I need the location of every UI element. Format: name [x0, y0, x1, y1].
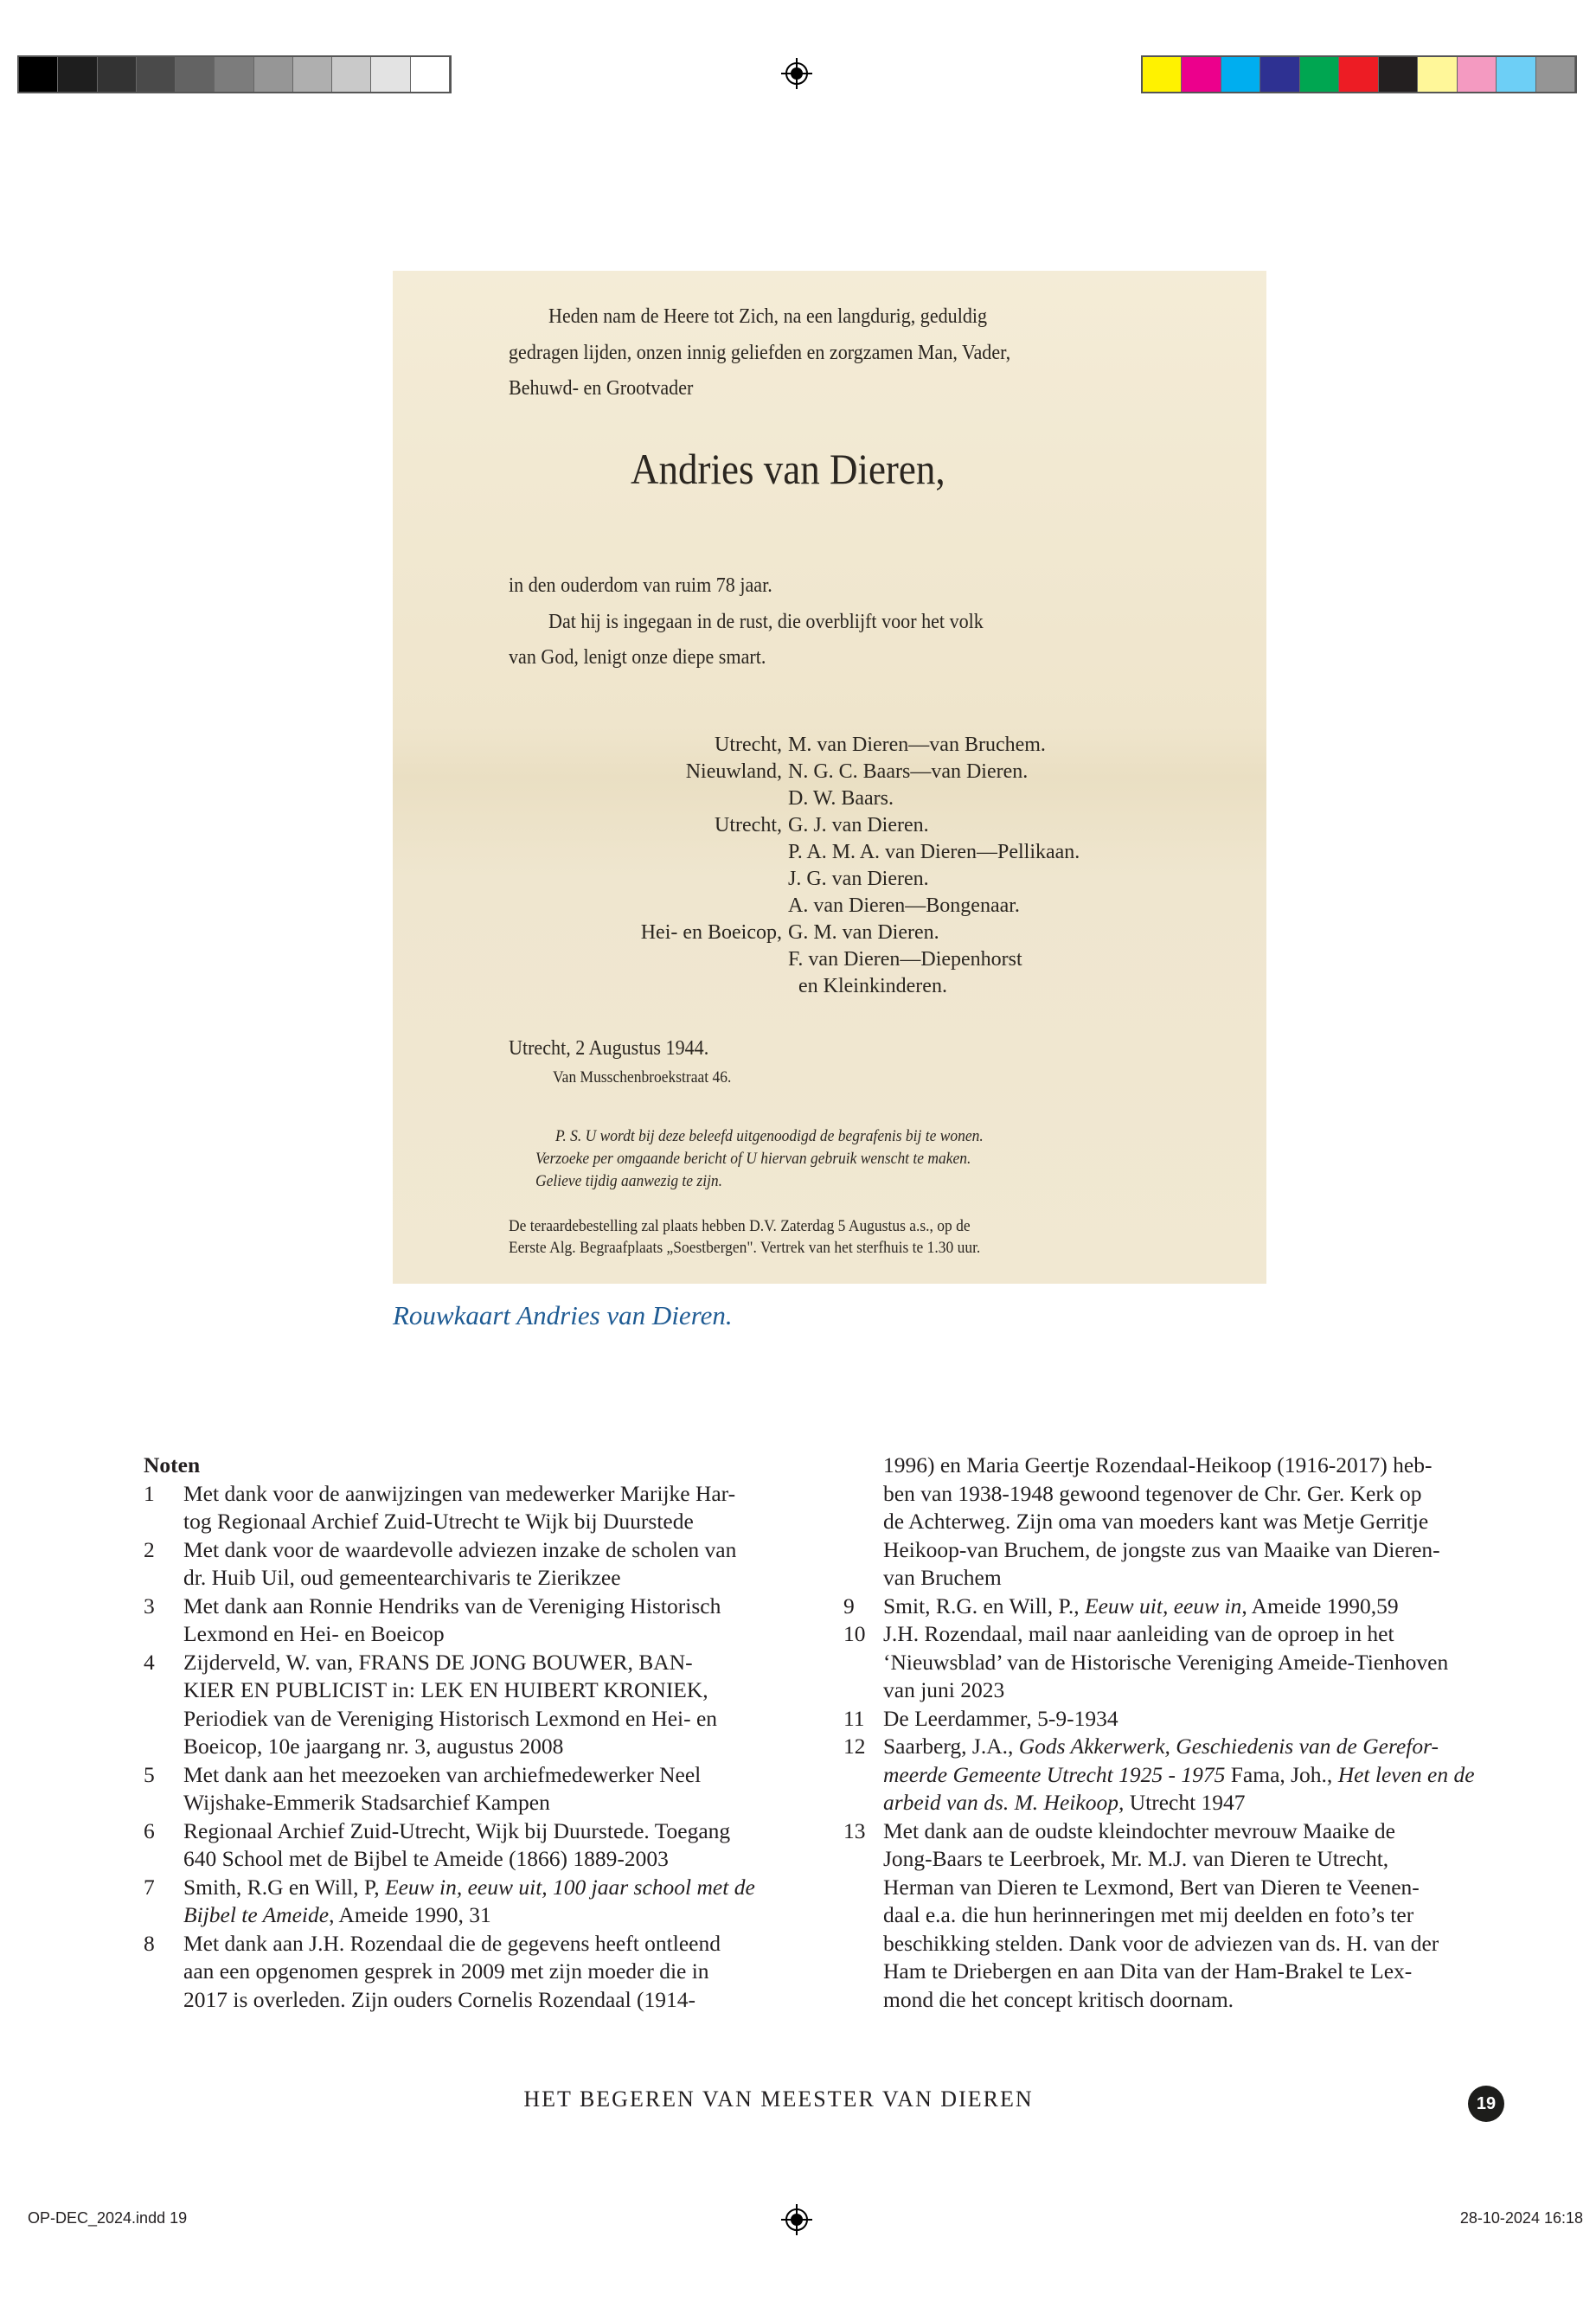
text-segment: Smit, R.G. en Will, P., — [883, 1593, 1085, 1618]
family-name: A. van Dieren—Bongenaar. — [788, 894, 1020, 917]
footnote-line: Met dank voor de aanwijzingen van medewerker Marijke Har- — [183, 1480, 736, 1506]
card-intro-line: Heden nam de Heere tot Zich, na een langdurig, geduldig — [548, 305, 988, 328]
footnote-number: 12 — [843, 1734, 866, 1759]
footnote-line: beschikking stelden. Dank voor de adviezen van ds. H. van der — [883, 1930, 1439, 1956]
footnote — [144, 1649, 755, 1761]
color-swatch — [1379, 57, 1418, 92]
family-name: N. G. C. Baars—van Dieren. — [788, 760, 1029, 783]
footnote — [144, 1593, 755, 1649]
footnote — [843, 1452, 1475, 1593]
family-name: M. van Dieren—van Bruchem. — [788, 734, 1046, 756]
footnote-number: 2 — [144, 1536, 155, 1562]
family-name: P. A. M. A. van Dieren—Pellikaan. — [788, 841, 1080, 863]
color-swatch — [1182, 57, 1221, 92]
text-segment: Utrecht 1947 — [1124, 1790, 1246, 1815]
mourning-card-image — [393, 271, 1266, 1284]
footnote-number: 13 — [843, 1817, 866, 1843]
card-intro-line: gedragen lijden, onzen innig geliefden en zorgzamen Man, Vader, — [509, 342, 1011, 364]
footnote-line — [883, 1789, 1475, 1817]
grayscale-color-bar — [17, 55, 452, 93]
footnote-line: Heikoop-van Bruchem, de jongste zus van Maaike van Dieren- — [883, 1536, 1440, 1562]
footnote-line: aan een opgenomen gesprek in 2009 met zijn moeder die in — [183, 1958, 709, 1984]
footnote-number: 8 — [144, 1930, 155, 1956]
card-age: in den ouderdom van ruim 78 jaar. — [509, 574, 772, 597]
text-segment: Smith, R.G en Will, P, — [183, 1874, 385, 1900]
color-swatch — [1536, 57, 1575, 92]
footnote-line: Jong-Baars te Leerbroek, Mr. M.J. van Dieren te Utrecht, — [883, 1846, 1389, 1871]
family-place: Utrecht, — [715, 734, 782, 756]
italic-title: meerde Gemeente Utrecht 1925 - 1975 — [883, 1761, 1226, 1787]
color-swatch — [215, 57, 253, 92]
family-member-row — [393, 894, 1266, 921]
footnote-line: de Achterweg. Zijn oma van moeders kant was Metje Gerritje — [883, 1509, 1429, 1534]
color-swatch — [58, 57, 97, 92]
footnote-number: 7 — [144, 1874, 155, 1900]
footnote-line: KIER EN PUBLICIST in: LEK EN HUIBERT KRONIEK, — [183, 1677, 708, 1702]
footnote-line: Met dank aan de oudste kleindochter mevrouw Maaike de — [883, 1817, 1395, 1843]
italic-title: Eeuw in, eeuw uit, 100 jaar school met de — [385, 1874, 755, 1900]
process-color-bar — [1141, 55, 1577, 93]
footnote — [144, 1874, 755, 1930]
family-member-row — [393, 734, 1266, 760]
italic-title: Eeuw uit, eeuw in — [1085, 1593, 1242, 1618]
footnote-line: J.H. Rozendaal, mail naar aanleiding van de oproep in het — [883, 1621, 1394, 1646]
footnote — [843, 1705, 1475, 1734]
footnote — [144, 1817, 755, 1874]
italic-title: Bijbel te Ameide — [183, 1902, 330, 1927]
footnote-number: 4 — [144, 1649, 155, 1675]
footnote-line: Zijderveld, W. van, FRANS DE JONG BOUWER, BAN- — [183, 1649, 693, 1675]
color-swatch — [1143, 57, 1182, 92]
color-swatch — [98, 57, 137, 92]
card-date: Utrecht, 2 Augustus 1944. — [509, 1037, 709, 1060]
family-place: Hei- en Boeicop, — [640, 921, 782, 944]
card-ps-line: P. S. U wordt bij deze beleefd uitgenoodigd de begrafenis bij te wonen. — [555, 1127, 984, 1145]
family-name: D. W. Baars. — [788, 787, 894, 810]
footnote-line: tog Regionaal Archief Zuid-Utrecht te Wijk bij Duurstede — [183, 1509, 694, 1534]
italic-title: arbeid van ds. M. Heikoop, — [883, 1790, 1125, 1815]
card-funeral-line: De teraardebestelling zal plaats hebben D.V. Zaterdag 5 Augustus a.s., op de — [509, 1217, 971, 1235]
notes-left-column — [144, 1452, 755, 2014]
footnote-line: Herman van Dieren te Lexmond, Bert van Dieren te Veenen- — [883, 1874, 1420, 1900]
color-swatch — [1260, 57, 1299, 92]
family-name: J. G. van Dieren. — [788, 868, 929, 890]
footnote-number: 10 — [843, 1621, 866, 1646]
family-member-row — [393, 814, 1266, 841]
family-member-row — [393, 787, 1266, 814]
notes-heading: Noten — [144, 1452, 201, 1477]
footnote-line — [183, 1874, 755, 1902]
card-address: Van Musschenbroekstraat 46. — [553, 1068, 732, 1086]
footnote-line: ‘Nieuwsblad’ van de Historische Vereniging Ameide-Tienhoven — [883, 1649, 1449, 1675]
image-caption: Rouwkaart Andries van Dieren. — [393, 1300, 733, 1330]
footnote-line: Boeicop, 10e jaargang nr. 3, augustus 2008 — [183, 1734, 564, 1759]
footnote-line: Met dank aan J.H. Rozendaal die de gegevens heeft ontleend — [183, 1930, 721, 1956]
registration-mark-icon — [781, 2204, 812, 2235]
text-segment: , Ameide 1990, 31 — [329, 1902, 491, 1927]
footnote — [843, 1817, 1475, 2015]
color-swatch — [411, 57, 450, 92]
notes-right-column — [843, 1452, 1475, 2014]
footnote-line: Wijshake-Emmerik Stadsarchief Kampen — [183, 1790, 550, 1815]
footnote — [843, 1593, 1475, 1621]
family-member-row — [393, 921, 1266, 948]
footnote-line: mond die het concept kritisch doornam. — [883, 1986, 1234, 2012]
color-swatch — [254, 57, 293, 92]
color-swatch — [1458, 57, 1497, 92]
footnote-line: Regionaal Archief Zuid-Utrecht, Wijk bij Duurstede. Toegang — [183, 1817, 731, 1843]
color-swatch — [332, 57, 371, 92]
family-name: G. J. van Dieren. — [788, 814, 929, 836]
slug-datetime: 28-10-2024 16:18 — [1459, 2209, 1583, 2227]
footnote-number: 9 — [843, 1593, 855, 1618]
footnote-line: 2017 is overleden. Zijn ouders Cornelis Rozendaal (1914- — [183, 1986, 696, 2012]
footnote-line: De Leerdammer, 5-9-1934 — [883, 1705, 1118, 1731]
footnote — [144, 1761, 755, 1817]
footnote-line: dr. Huib Uil, oud gemeentearchivaris te Zierikzee — [183, 1565, 621, 1590]
text-segment: , Ameide 1990,59 — [1241, 1593, 1399, 1618]
color-swatch — [371, 57, 410, 92]
card-funeral-line: Eerste Alg. Begraafplaats „Soestbergen". Vertrek van het sterfhuis te 1.30 uur. — [509, 1239, 981, 1257]
footnote-number: 11 — [843, 1705, 865, 1731]
color-swatch — [1221, 57, 1260, 92]
footnote-number — [843, 1452, 883, 1593]
color-swatch — [1418, 57, 1457, 92]
color-swatch — [293, 57, 332, 92]
footnote-line: daal e.a. die hun herinneringen met mij deelden en foto’s ter — [883, 1902, 1414, 1927]
footnote-line: 1996) en Maria Geertje Rozendaal-Heikoop (1916-2017) heb- — [883, 1452, 1433, 1477]
italic-title: Gods Akkerwerk, Geschiedenis van de Gerefor- — [1018, 1734, 1439, 1759]
footnote-number: 5 — [144, 1761, 155, 1787]
footnote — [843, 1620, 1475, 1705]
family-name: F. van Dieren—Diepenhorst — [788, 948, 1022, 971]
footnote-line: van Bruchem — [883, 1565, 1002, 1590]
footnote-line: 640 School met de Bijbel te Ameide (1866) 1889-2003 — [183, 1846, 669, 1871]
footnote-line — [183, 1901, 755, 1930]
footnote-line: Lexmond en Hei- en Boeicop — [183, 1621, 445, 1646]
family-member-row — [393, 868, 1266, 894]
card-intro-line: Behuwd- en Grootvader — [509, 377, 694, 400]
registration-mark-icon — [781, 58, 812, 89]
footnote-line: Ham te Driebergen en aan Dita van der Ham-Brakel te Lex- — [883, 1958, 1413, 1984]
family-member-row — [393, 841, 1266, 868]
family-member-row — [393, 975, 1266, 1002]
color-swatch — [1339, 57, 1378, 92]
color-swatch — [176, 57, 215, 92]
text-segment: Fama, Joh., — [1225, 1761, 1338, 1787]
color-swatch — [1497, 57, 1535, 92]
footnote-number: 1 — [144, 1480, 155, 1506]
footnote-number: 6 — [144, 1817, 155, 1843]
footnote — [843, 1733, 1475, 1817]
card-verse-line: van God, lenigt onze diepe smart. — [509, 646, 766, 669]
text-segment: Saarberg, J.A., — [883, 1734, 1019, 1759]
family-member-row — [393, 760, 1266, 787]
page-number: 19 — [1468, 2086, 1504, 2122]
footnote-line: ben van 1938-1948 gewoond tegenover de Chr. Ger. Kerk op — [883, 1480, 1422, 1506]
card-ps-line: Verzoeke per omgaande bericht of U hiervan gebruik wenscht te maken. — [535, 1150, 971, 1168]
family-name: G. M. van Dieren. — [788, 921, 939, 944]
running-title: HET BEGEREN VAN MEESTER VAN DIEREN — [523, 2086, 1034, 2112]
slug-file: OP-DEC_2024.indd 19 — [28, 2209, 188, 2227]
footnote-line — [883, 1761, 1475, 1790]
footnote — [144, 1480, 755, 1536]
color-swatch — [1300, 57, 1339, 92]
family-name: en Kleinkinderen. — [788, 975, 947, 997]
footnote-line: Met dank aan het meezoeken van archiefmedewerker Neel — [183, 1761, 702, 1787]
footnote-line — [883, 1733, 1475, 1761]
footnote-line — [883, 1593, 1399, 1621]
family-member-row — [393, 948, 1266, 975]
color-swatch — [19, 57, 58, 92]
footnote-line: Met dank voor de waardevolle adviezen inzake de scholen van — [183, 1536, 737, 1562]
footnote-line: Periodiek van de Vereniging Historisch Lexmond en Hei- en — [183, 1705, 718, 1731]
footnote-line: van juni 2023 — [883, 1677, 1005, 1702]
card-ps-line: Gelieve tijdig aanwezig te zijn. — [535, 1172, 723, 1190]
footnote-number: 3 — [144, 1593, 155, 1618]
card-verse-line: Dat hij is ingegaan in de rust, die overblijft voor het volk — [548, 611, 984, 633]
footnote — [144, 1536, 755, 1593]
footnote — [144, 1930, 755, 2015]
footnote-line: Met dank aan Ronnie Hendriks van de Vereniging Historisch — [183, 1593, 721, 1618]
family-place: Nieuwland, — [685, 760, 782, 783]
deceased-name: Andries van Dieren, — [631, 445, 945, 493]
color-swatch — [137, 57, 176, 92]
italic-title: Het leven en de — [1337, 1761, 1475, 1787]
family-place: Utrecht, — [715, 814, 782, 836]
